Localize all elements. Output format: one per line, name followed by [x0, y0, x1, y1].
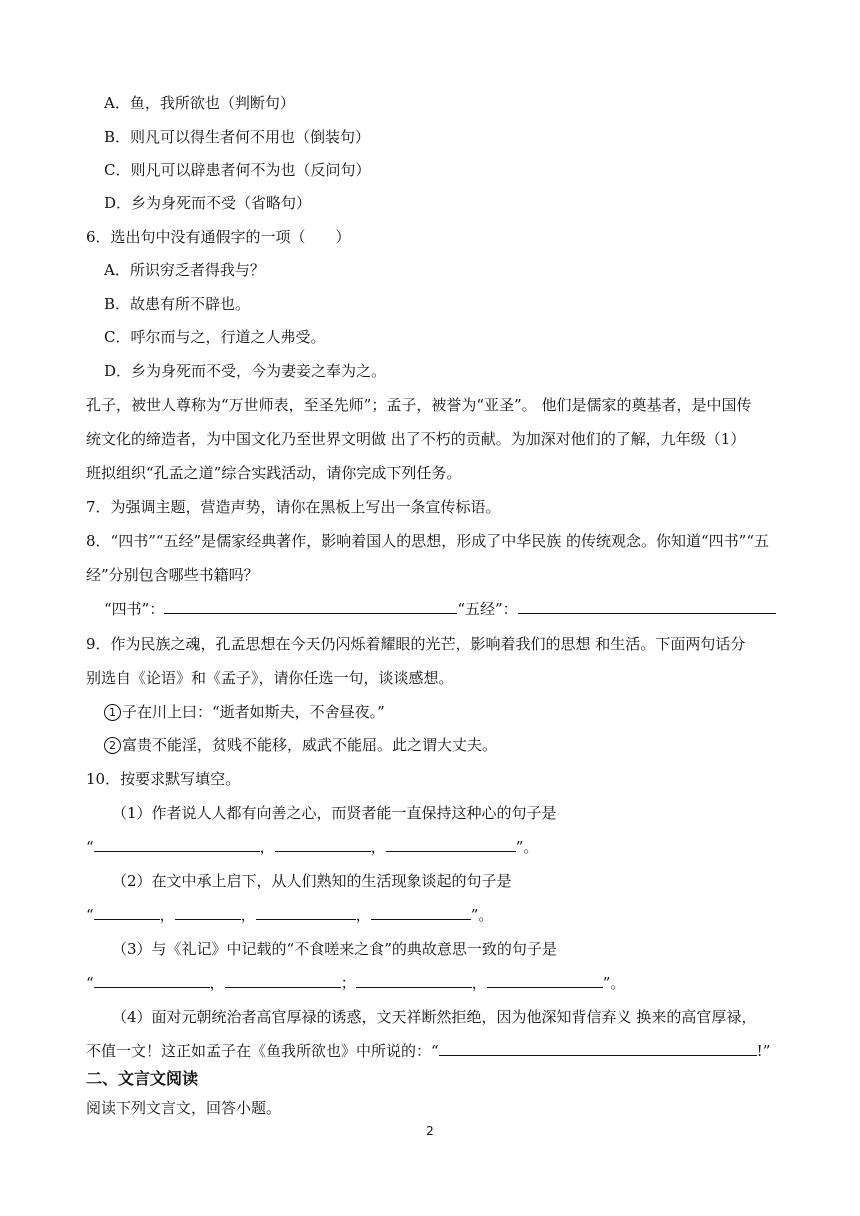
close-quote: ”。	[470, 906, 494, 924]
sishu-label: “四书”：	[104, 600, 165, 618]
open-quote: “	[86, 974, 94, 992]
comma: ，	[159, 906, 175, 924]
q10-part-4-text: 不值一文！这正如孟子在《鱼我所欲也》中所说的：“	[86, 1042, 439, 1060]
q7-stem: 7．为强调主题，营造声势，请你在黑板上写出一条宣传标语。	[86, 498, 501, 516]
q5-option-c: C．则凡可以辟患者何不为也（反问句）	[104, 161, 371, 179]
q5-option-a: A．鱼，我所欲也（判断句）	[104, 94, 295, 112]
page-number: 2	[426, 1124, 434, 1138]
fill-blank[interactable]	[371, 904, 471, 920]
q9-line-2: 别选自《论语》和《孟子》，请你任选一句，谈谈感想。	[86, 669, 454, 687]
close-quote: ”。	[602, 974, 626, 992]
comma: ，	[209, 974, 225, 992]
semicolon: ；	[340, 974, 356, 992]
q10-part-4-line-2	[86, 1040, 786, 1062]
comma: ，	[471, 974, 487, 992]
fill-blank[interactable]	[487, 972, 603, 988]
q5-option-d: D．乡为身死而不受（省略句）	[104, 194, 312, 212]
section-instruction: 阅读下列文言文，回答小题。	[86, 1099, 282, 1117]
intro-line-1: 孔子，被世人尊称为“万世师表，至圣先师”；孟子，被誉为“亚圣”。 他们是儒家的奠基者，是中国传	[86, 396, 752, 414]
intro-line-3: 班拟组织“孔孟之道”综合实践活动，请你完成下列任务。	[86, 464, 462, 482]
q10-part-1-prompt: （1）作者说人人都有向善之心，而贤者能一直保持这种心的句子是	[112, 804, 557, 822]
q6-stem: 6．选出句中没有通假字的一项（ ）	[86, 228, 351, 246]
q9-quote-2	[104, 734, 804, 756]
comma: ，	[259, 838, 275, 856]
open-quote: “	[86, 838, 94, 856]
q9-line-1: 9．作为民族之魂，孔孟思想在今天仍闪烁着耀眼的光芒，影响着我们的思想 和生活。下面两句话分	[86, 635, 746, 653]
q8-line-1: 8．“四书”“五经”是儒家经典著作，影响着国人的思想，形成了中华民族 的传统观念。你知道“四书”“五	[86, 532, 769, 550]
q10-part-3-blanks	[86, 972, 786, 994]
q9-quote-1	[104, 701, 804, 723]
sishu-answer-blank[interactable]	[164, 598, 457, 614]
q8-line-2: 经”分别包含哪些书籍吗？	[86, 566, 259, 584]
q6-option-b: B．故患有所不辟也。	[104, 295, 251, 313]
comma: ，	[355, 906, 371, 924]
close-quote: !”	[756, 1042, 771, 1060]
comma: ，	[240, 906, 256, 924]
section-heading: 二、文言文阅读	[86, 1069, 199, 1088]
close-quote: ”。	[515, 838, 539, 856]
fill-blank[interactable]	[94, 904, 160, 920]
fill-blank[interactable]	[94, 836, 260, 852]
fill-blank[interactable]	[439, 1040, 757, 1056]
q10-part-2-prompt: （2）在文中承上启下，从人们熟知的生活现象谈起的句子是	[112, 872, 512, 890]
circled-number-2: 2	[104, 737, 121, 754]
q10-part-1-blanks	[86, 836, 786, 858]
fill-blank[interactable]	[175, 904, 241, 920]
q6-option-a: A．所识穷乏者得我与？	[104, 261, 265, 279]
intro-line-2: 统文化的缔造者，为中国文化乃至世界文明做 出了不朽的贡献。为加深对他们的了解，九年级（1）	[86, 430, 746, 448]
q9-quote-2-text: 富贵不能淫，贫贱不能移，威武不能屈。此之谓大丈夫。	[122, 736, 498, 754]
circled-number-1: 1	[104, 704, 121, 721]
q5-option-b: B．则凡可以得生者何不用也（倒装句）	[104, 128, 371, 146]
wujing-answer-blank[interactable]	[518, 598, 776, 614]
q10-part-2-blanks	[86, 904, 786, 926]
fill-blank[interactable]	[356, 972, 472, 988]
wujing-label: “五经”：	[457, 600, 518, 618]
q9-quote-1-text: 子在川上曰：“逝者如斯夫，不舍昼夜。”	[122, 703, 385, 721]
q8-answer-line	[104, 598, 804, 620]
q6-option-d: D．乡为身死而不受，今为妻妾之奉为之。	[104, 362, 387, 380]
fill-blank[interactable]	[275, 836, 371, 852]
q6-option-c: C．呼尔而与之，行道之人弗受。	[104, 328, 326, 346]
comma: ，	[370, 838, 386, 856]
fill-blank[interactable]	[225, 972, 341, 988]
q10-part-3-prompt: （3）与《礼记》中记载的“不食嗟来之食”的典故意思一致的句子是	[112, 940, 557, 958]
fill-blank[interactable]	[94, 972, 210, 988]
fill-blank[interactable]	[386, 836, 516, 852]
fill-blank[interactable]	[256, 904, 356, 920]
q10-part-4-line-1: （4）面对元朝统治者高官厚禄的诱惑，文天祥断然拒绝，因为他深知背信弃义 换来的高官厚禄，	[112, 1008, 757, 1026]
q10-stem: 10．按要求默写填空。	[86, 770, 241, 788]
open-quote: “	[86, 906, 94, 924]
